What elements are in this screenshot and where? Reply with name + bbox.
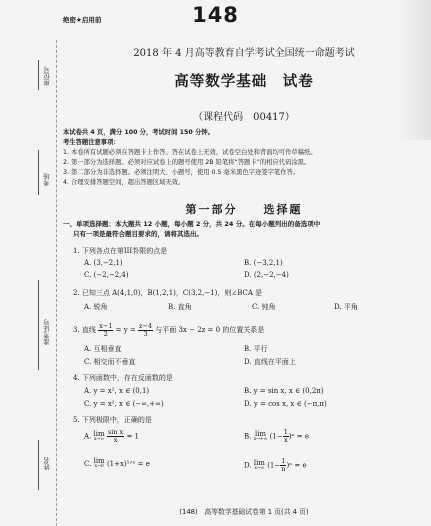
q3-suffix: 与平面 3x − 2z = 0 的位置关系是 [155,326,265,334]
notes-line1: 本试卷共 4 页，满分 100 分，考试时间 150 分钟。 [63,129,214,136]
q5b-label: B. [244,432,252,441]
exam-room-blank [38,150,39,195]
exam-title: 2018 年 4 月高等教育自学考试全国统一命题考试 [133,48,355,59]
q5d-den: n [281,465,286,473]
q3-prefix: 3. 直线 [73,326,96,334]
question-2-option-d: D. 平角 [334,303,358,311]
name-blank [38,440,39,490]
question-2-stem: 2. 已知三点 A(4,1,0)，B(1,2,1)，C(3,2,−1)，则∠BCA 是 [73,289,263,297]
question-5-option-d [244,458,307,473]
q5d-sub: x→∞ [254,465,265,471]
q5a-num: sin x [107,428,124,436]
margin-label-room: 考场 [44,170,56,190]
q5d-num: 1 [281,457,286,465]
question-4-option-d: D. y = cos x, x ∈ (−π,π) [244,400,327,408]
question-3-option-d: D. 直线在平面上 [244,358,296,366]
question-1-option-d: D. (2,−2,−4) [244,271,289,279]
q5a-fraction [107,429,124,444]
q5c-sub: x→0 [94,464,104,469]
q5d-lim: lim [253,458,265,467]
question-2-option-c: C. 钝角 [252,303,276,311]
q3-fraction-1 [98,323,113,338]
q5b-num: 1 [283,428,288,436]
notes-item: 4. 合理安排答题空间，超出答题区域无效。 [63,179,185,186]
q5b-sub: x→+∞ [253,436,268,442]
q5a-label: A. [84,432,92,441]
q5a-limit [94,431,105,443]
question-1-stem: 1. 下列各点在第III卦限的点是 [73,247,168,255]
q5d-rest: )ⁿ = e [286,461,307,470]
paper-code: 148 [192,3,239,27]
notes-item: 3. 第二部分为非选择题。必须注明大、小题号，使用 0.5 毫米黑色字迹签字笔作答。 [63,169,300,176]
margin-label-admission: 准考证号 [44,316,56,348]
q5c-rest: (1+x)¹ᐟˣ = e [106,460,150,468]
q3-eq: = y = [115,326,136,334]
question-3-option-c: C. 相交而不垂直 [84,358,136,366]
subject-title: 高等数学基础 试卷 [174,73,314,90]
part-title: 第一部分 选择题 [185,203,303,216]
question-5-option-a [84,429,139,444]
q5c-limit [94,458,105,470]
notes-item: 1. 本卷所有试题必须在答题卡上作答。答在试卷上无效，试卷空白处和背面均可作草稿纸。 [63,149,317,156]
question-1-option-c: C. (−2,−2,4) [84,271,129,279]
question-5-stem: 5. 下列极限中，正确的是 [73,416,152,424]
q3-frac1-num: x−1 [99,321,113,330]
margin-label-name: 姓名 [44,455,56,473]
q5c-lim: lim [93,457,105,465]
section-line: 只有一项是最符合题目要求的，请将其选出。 [73,230,203,238]
margin-label-seat: 座位号 [44,64,56,88]
q5b-lim: lim [254,429,267,438]
admission-number-blank [38,280,39,370]
q5a-sub: x→∞ [94,436,105,442]
question-4-stem: 4. 下列函数中，存在反函数的是 [73,374,173,382]
q3-fraction-2 [138,323,153,338]
notes-item: 2. 第一部分为选择题。必须对应试卷上的题号使用 2B 铅笔将“答题卡”的相应代码涂黑。 [63,159,311,166]
question-4-option-a: A. y = x², x ∈ (0,1) [84,387,150,395]
question-4-option-c: C. y = x², x ∈ (−∞,+∞) [84,400,164,408]
question-4-option-b: B. y = sin x, x ∈ (0,2π) [244,387,324,395]
q3-frac2-den: 3 [143,329,148,338]
question-2-option-a: A. 锐角 [84,303,108,311]
q5a-den: x [113,436,118,444]
seat-number-blank [38,60,39,90]
section-line: 一、单项选择题：本大题共 12 小题，每小题 2 分，共 24 分。在每小题列出的备选项中 [63,220,321,228]
question-3-stem [73,322,423,338]
q5b-den: x [283,436,288,444]
q3-frac2-num: z−4 [139,321,153,330]
q5b-limit [254,431,268,443]
question-1-option-a: A. (3,−2,1) [84,259,123,267]
question-5-option-b [244,429,309,444]
q5d-limit [254,460,265,472]
course-code: （课程代码 00417） [193,112,295,123]
notes-heading: 考生答题注意事项： [63,139,120,146]
question-1-option-b: B. (−3,2,1) [244,259,283,267]
question-3-option-a: A. 互相垂直 [84,345,122,353]
q5a-rest: = 1 [126,432,139,441]
section-instructions [63,219,425,239]
q5a-lim: lim [93,429,105,438]
question-3-option-b: B. 平行 [244,345,268,353]
q5b-rest: )ˣ = e [288,432,310,441]
q3-frac1-den: 2 [103,329,108,338]
question-2-option-b: B. 直角 [168,303,192,311]
q5c-label: C. [84,460,92,468]
question-5-option-c [84,458,150,470]
q5d-pre: (1− [267,461,281,470]
q5d-label: D. [244,461,252,470]
q5b-pre: (1− [269,432,283,441]
secret-mark: 绝密★启用前 [63,16,102,24]
page-footer: (148) 高等数学基础试卷第 1 页(共 4 页) [179,508,309,516]
